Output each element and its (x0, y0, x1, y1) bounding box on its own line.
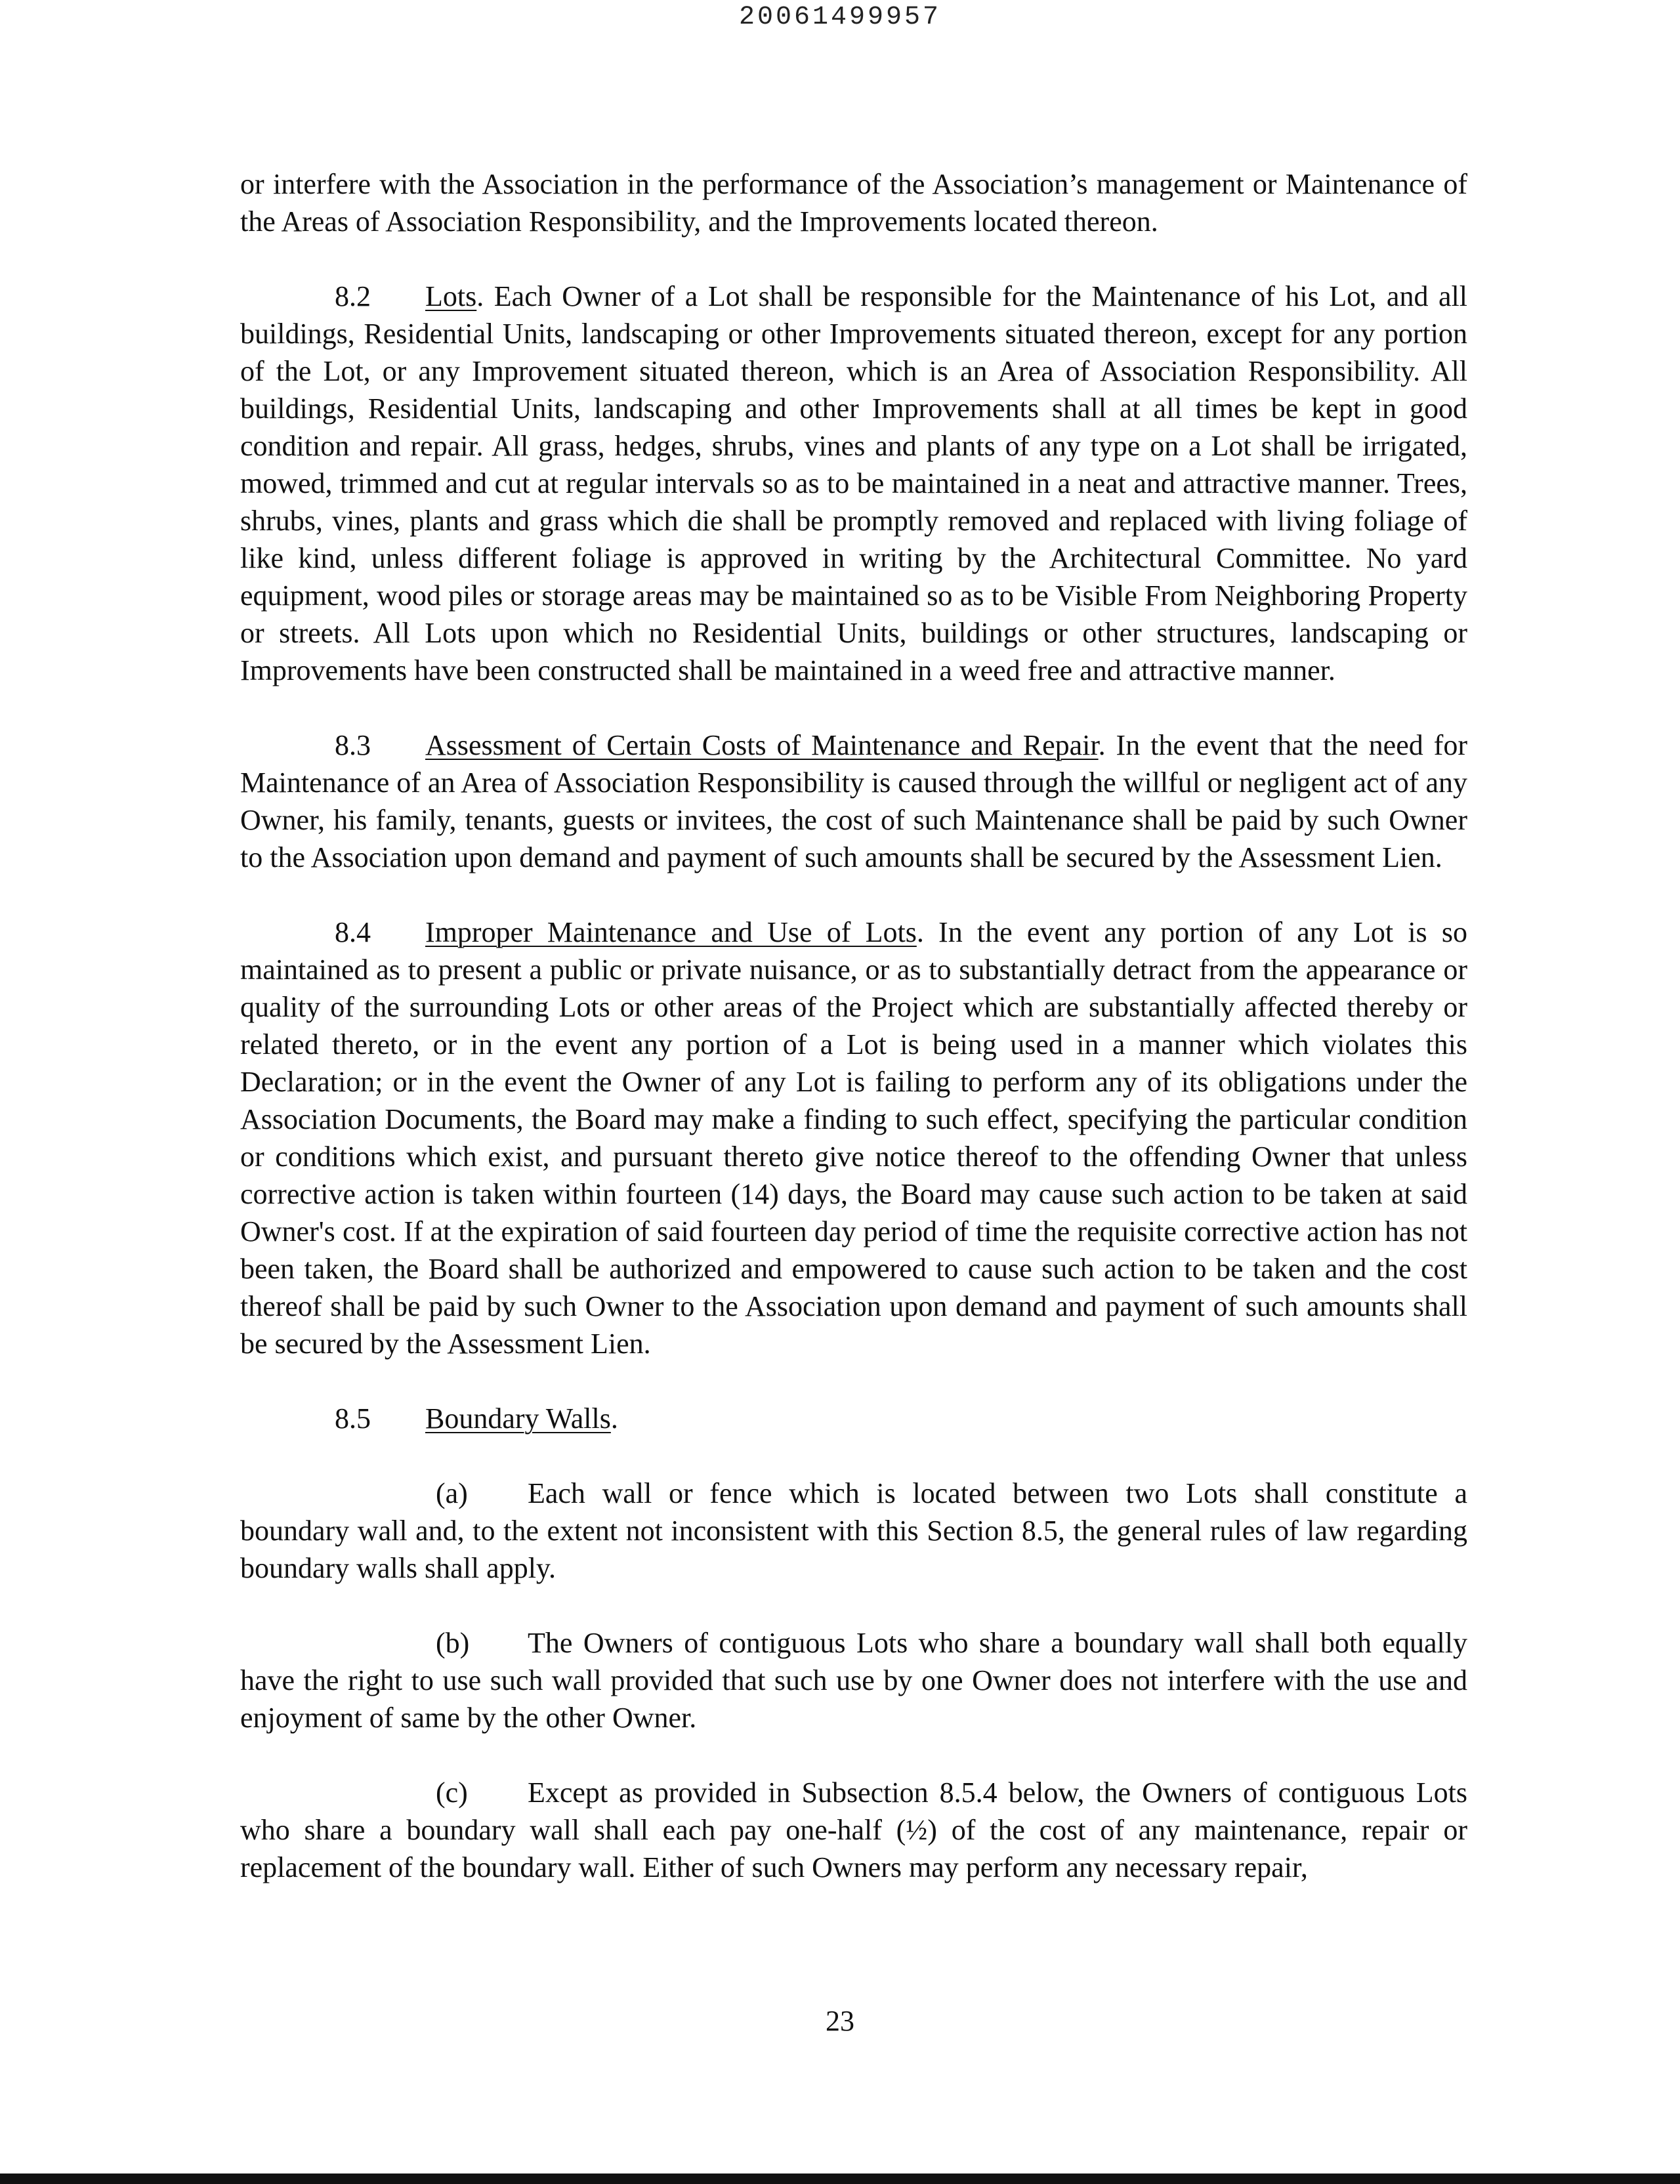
section-text: . Each Owner of a Lot shall be responsible for the Maintenance of his Lot, and all buildings, Residential Units, landscaping or other Improvements situated thereon, except for any portion of the Lot, or any Improvement situated thereon, which is an Area of Association Responsibility. All buildings, Residential Units, landscaping and other Improvements shall at all times be kept in good condition and repair. All grass, hedges, shrubs, vines and plants of any type on a Lot shall be irrigated, mowed, trimmed and cut at regular intervals so as to be maintained in a neat and attractive manner. Trees, shrubs, vines, plants and grass which die shall be promptly removed and replaced with living foliage of like kind, unless different foliage is approved in writing by the Architectural Committee. No yard equipment, wood piles or storage areas may be maintained so as to be Visible From Neighboring Property or streets. All Lots upon which no Residential Units, buildings or other structures, landscaping or Improvements have been constructed shall be maintained in a weed free and attractive manner. (240, 280, 1467, 686)
subsection-label: (b) (436, 1627, 470, 1659)
subsection-8-5-a (240, 1475, 1467, 1587)
section-8-3 (240, 726, 1467, 876)
continuation-text: or interfere with the Association in the performance of the Association’s management or Maintenance of the Areas of Association Responsibility, and the Improvements located thereon. (240, 168, 1467, 238)
section-heading: Boundary Walls (425, 1402, 611, 1435)
subsection-label: (a) (436, 1477, 468, 1509)
section-text: . In the event any portion of any Lot is so maintained as to present a public or private nuisance, or as to substantially detract from the appearance or quality of the surrounding Lots or other areas of the Project which are substantially affected thereby or related thereto, or in the event any portion of a Lot is being used in a manner which violates this Declaration; or in the event the Owner of any Lot is failing to perform any of its obligations under the Association Documents, the Board may make a finding to such effect, specifying the particular condition or conditions which exist, and pursuant thereto give notice thereof to the offending Owner that unless corrective action is taken within fourteen (14) days, the Board may cause such action to be taken at said Owner's cost. If at the expiration of said fourteen day period of time the requisite corrective action has not been taken, the Board shall be authorized and empowered to cause such action to be taken and the cost thereof shall be paid by such Owner to the Association upon demand and payment of such amounts shall be secured by the Assessment Lien. (240, 916, 1468, 1360)
scan-border (0, 2174, 1680, 2184)
subsection-8-5-c (240, 1774, 1467, 1886)
subsection-8-5-b (240, 1624, 1467, 1736)
section-number: 8.2 (335, 280, 371, 312)
section-text: . In the event that the need for Maintenance of an Area of Association Responsibility is caused through the willful or negligent act of any Owner, his family, tenants, guests or invitees, the cost of such Maintenance shall be paid by such Owner to the Association upon demand and payment of such amounts shall be secured by the Assessment Lien. (240, 729, 1467, 873)
subsection-text: Each wall or fence which is located between two Lots shall constitute a boundary wall and, to the extent not inconsistent with this Section 8.5, the general rules of law regarding boundary walls shall apply. (240, 1477, 1467, 1584)
page-number: 23 (826, 2005, 854, 2037)
section-number: 8.5 (335, 1402, 371, 1435)
section-8-5 (240, 1400, 1467, 1437)
section-heading: Assessment of Certain Costs of Maintenance and Repair (425, 729, 1099, 761)
subsection-text: The Owners of contiguous Lots who share a boundary wall shall both equally have the right to use such wall provided that such use by one Owner does not interfere with the use and enjoyment of same by the other Owner. (240, 1627, 1467, 1734)
section-number: 8.3 (335, 729, 371, 761)
section-heading: Lots (425, 280, 477, 312)
subsection-label: (c) (436, 1776, 468, 1809)
section-number: 8.4 (335, 916, 371, 948)
subsection-text: Except as provided in Subsection 8.5.4 below, the Owners of contiguous Lots who share a boundary wall shall each pay one-half (½) of the cost of any maintenance, repair or replacement of the boundary wall. Either of such Owners may perform any necessary repair, (240, 1776, 1467, 1883)
section-8-4 (240, 914, 1467, 1362)
document-number: 20061499957 (738, 3, 942, 32)
section-8-2 (240, 278, 1467, 689)
section-heading: Improper Maintenance and Use of Lots (425, 916, 917, 948)
continuation-paragraph (240, 165, 1467, 240)
document-body (240, 165, 1467, 1923)
section-text: . (610, 1402, 618, 1435)
